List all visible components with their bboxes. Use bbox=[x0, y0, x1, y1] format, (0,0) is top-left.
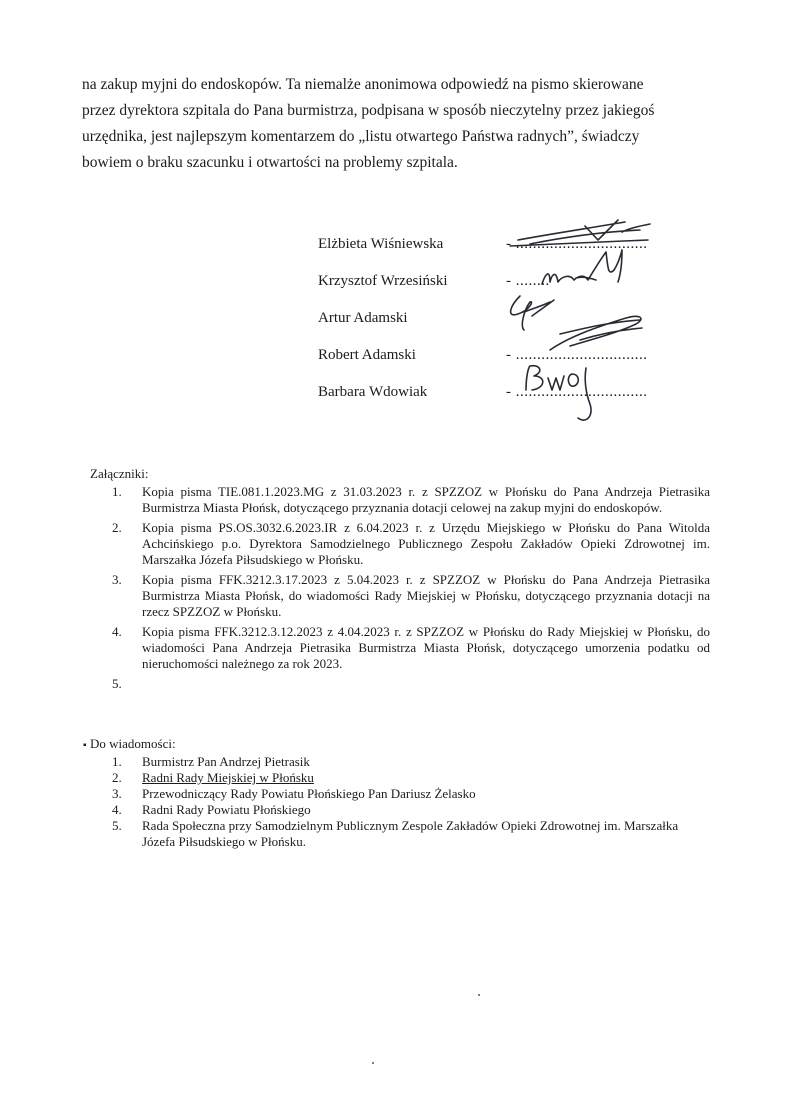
item-text: Rada Społeczna przy Samodzielnym Publicznym Zespole Zakładów Opieki Zdrowotnej im. Marszałka Józefa Piłsudskiego w Płońsku. bbox=[142, 818, 679, 849]
handwritten-signatures bbox=[490, 210, 660, 430]
attachments-list bbox=[90, 484, 710, 692]
signatory-name: Elżbieta Wiśniewska bbox=[318, 236, 444, 252]
signature-wdowiak bbox=[526, 366, 591, 420]
item-text: Burmistrz Pan Andrzej Pietrasik bbox=[142, 754, 310, 769]
list-item bbox=[90, 786, 710, 802]
signatory-name: Robert Adamski bbox=[318, 347, 416, 363]
item-number: 1. bbox=[112, 484, 122, 499]
item-text: Kopia pisma FFK.3212.3.12.2023 z 4.04.2023 r. z SPZZOZ w Płońsku do Rady Miejskiej w Płońsku, do wiadomości Pana Andrzeja Pietrasika Burmistrza Miasta Płońsk, dotyczącego umorzenia podatku od nieruchomości należnego za rok 2023. bbox=[142, 624, 710, 671]
signature-line: - ........ bbox=[506, 273, 550, 289]
paragraph-line: na zakup myjni do endoskopów. Ta niemalże anonimowa odpowiedź na pismo skierowane bbox=[82, 76, 644, 93]
margin-mark: ▪ bbox=[83, 740, 87, 751]
distribution-section bbox=[90, 736, 710, 850]
paragraph-line: bowiem o braku szacunku i otwartości na problemy szpitala. bbox=[82, 154, 458, 171]
list-item bbox=[90, 572, 710, 620]
scan-speck bbox=[478, 994, 480, 996]
list-item bbox=[90, 676, 710, 692]
list-item bbox=[90, 520, 710, 568]
item-number: 4. bbox=[112, 624, 122, 639]
item-number: 3. bbox=[112, 786, 122, 801]
item-number: 4. bbox=[112, 802, 122, 817]
item-number: 1. bbox=[112, 754, 122, 769]
signatory-name: Artur Adamski bbox=[318, 310, 408, 326]
list-item bbox=[90, 484, 710, 516]
item-text: Kopia pisma FFK.3212.3.17.2023 z 5.04.2023 r. z SPZZOZ w Płońsku do Pana Andrzeja Pietrasika Burmistrza Miasta Płońsk, do wiadomości Rady Miejskiej w Płońsku, dotyczącego przyznania dotacji na rzecz SPZZOZ w Płońsku. bbox=[142, 572, 710, 619]
list-item bbox=[90, 624, 710, 672]
signature-line: - ............................... bbox=[506, 384, 648, 400]
signature-wrzesinski bbox=[542, 250, 622, 284]
item-number: 3. bbox=[112, 572, 122, 587]
distribution-list bbox=[90, 754, 710, 850]
signature-adamski-robert bbox=[550, 316, 642, 350]
item-text: Radni Rady Miejskiej w Płońsku bbox=[142, 770, 314, 785]
signatory-name: Barbara Wdowiak bbox=[318, 384, 428, 400]
signatory-name: Krzysztof Wrzesiński bbox=[318, 273, 448, 289]
signature-wisniewska bbox=[510, 220, 650, 246]
item-number: 2. bbox=[112, 520, 122, 535]
item-text: Przewodniczący Rady Powiatu Płońskiego Pan Dariusz Żelasko bbox=[142, 786, 476, 801]
paragraph-line: przez dyrektora szpitala do Pana burmistrza, podpisana w sposób nieczytelny przez jakiegoś bbox=[82, 102, 655, 119]
attachments-heading: Załączniki: bbox=[90, 466, 149, 481]
item-text: Kopia pisma PS.OS.3032.6.2023.IR z 6.04.2023 r. z Urzędu Miejskiego w Płońsku do Pana Witolda Achcińskiego p.o. Dyrektora Samodzielnego Publicznego Zespołu Zakładów Opieki Zdrowotnej im. Marszałka Józefa Piłsudskiego w Płońsku. bbox=[142, 520, 710, 567]
list-item bbox=[90, 802, 710, 818]
list-item bbox=[90, 818, 710, 850]
item-number: 2. bbox=[112, 770, 122, 785]
signature-line: - ............................... bbox=[506, 347, 648, 363]
list-item bbox=[90, 754, 710, 770]
scan-speck bbox=[372, 1062, 374, 1064]
item-text: Kopia pisma TIE.081.1.2023.MG z 31.03.2023 r. z SPZZOZ w Płońsku do Pana Andrzeja Pietrasika Burmistrza Miasta Płońsk, dotyczącego przyznania dotacji celowej na zakup myjni do endoskopów. bbox=[142, 484, 710, 515]
signature-adamski-artur bbox=[511, 296, 554, 330]
item-text: Radni Rady Powiatu Płońskiego bbox=[142, 802, 311, 817]
attachments-section bbox=[90, 466, 710, 696]
item-number: 5. bbox=[112, 818, 122, 833]
list-item bbox=[90, 770, 710, 786]
paragraph-line: urzędnika, jest najlepszym komentarzem do „listu otwartego Państwa radnych”, świadczy bbox=[82, 128, 640, 145]
item-number: 5. bbox=[112, 676, 122, 691]
distribution-heading: Do wiadomości: bbox=[90, 736, 176, 751]
signature-line: - ............................... bbox=[506, 236, 648, 252]
body-paragraph bbox=[82, 72, 690, 176]
